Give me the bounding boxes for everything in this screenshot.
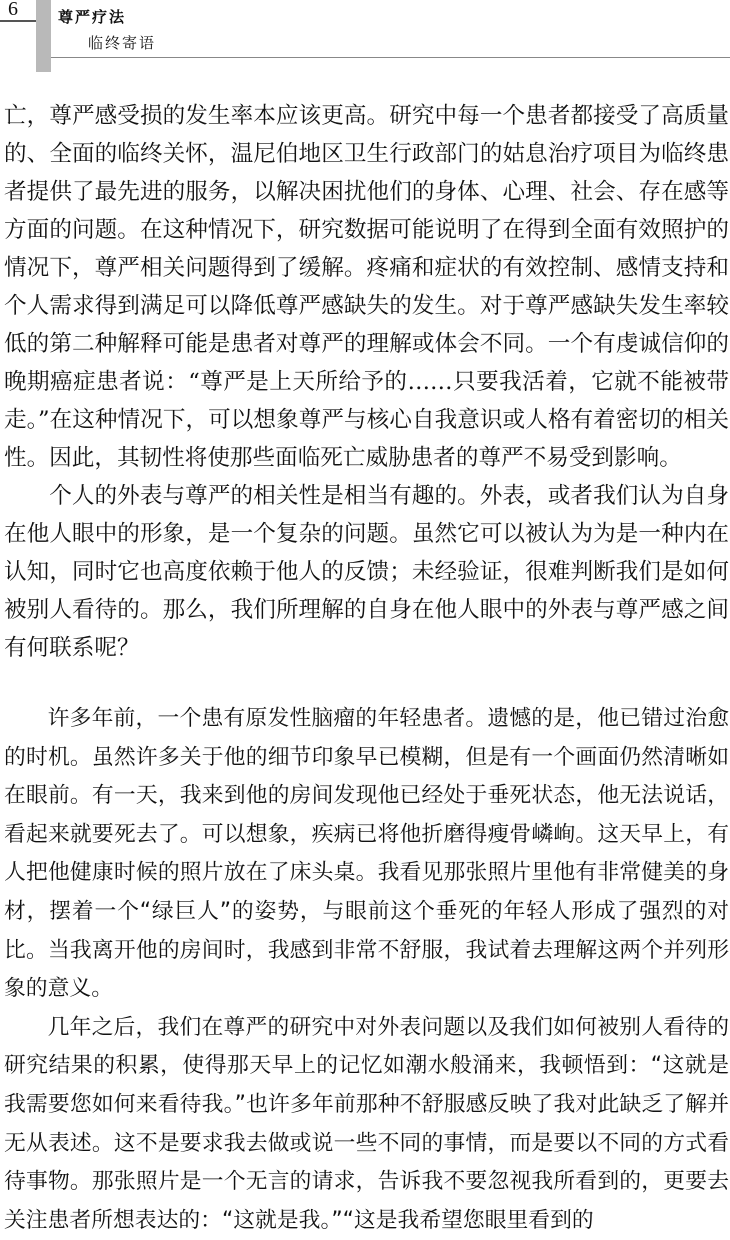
page-number: 6 bbox=[8, 0, 18, 20]
running-header-subtitle: 临终寄语 bbox=[88, 34, 157, 52]
header-divider bbox=[51, 57, 730, 58]
header-left-rule bbox=[0, 20, 36, 22]
running-header-title: 尊严疗法 bbox=[58, 8, 127, 26]
paragraph-appearance: 个人的外表与尊严的相关性是相当有趣的。外表，或者我们认为自身在他人眼中的形象，是一个复杂的问题。虽然它可以被认为为是一种内在认知，同时它也高度依赖于他人的反馈；未经验证，很难判断我们是如何被别人看待的。那么，我们所理解的自身在他人眼中的外表与尊严感之间有何联系呢？ bbox=[4, 483, 729, 661]
anecdote-section bbox=[4, 700, 729, 1240]
paragraph-continued: 亡，尊严感受损的发生率本应该更高。研究中每一个患者都接受了高质量的、全面的临终关怀，温尼伯地区卫生行政部门的姑息治疗项目为临终患者提供了最先进的服务，以解决困扰他们的身体、心理、社会、存在感等方面的问题。在这种情况下，研究数据可能说明了在得到全面有效照护的情况下，尊严相关问题得到了缓解。疼痛和症状的有效控制、感情支持和个人需求得到满足可以降低尊严感缺失的发生。对于尊严感缺失发生率较低的第二种解释可能是患者对尊严的理解或体会不同。一个有虔诚信仰的晚期癌症患者说：“尊严是上天所给予的……只要我活着，它就不能被带走。”在这种情况下，可以想象尊严与核心自我意识或人格有着密切的相关性。因此，其韧性将使那些面临死亡威胁患者的尊严不易受到影响。 bbox=[4, 103, 729, 471]
paragraph-anecdote: 许多年前，一个患有原发性脑瘤的年轻患者。遗憾的是，他已错过治愈的时机。虽然许多关于他的细节印象早已模糊，但是有一个画面仍然清晰如在眼前。有一天，我来到他的房间发现他已经处于垂死状态，他无法说话，看起来就要死去了。可以想象，疾病已将他折磨得瘦骨嶙峋。这天早上，有人把他健康时候的照片放在了床头桌。我看见那张照片里他有非常健美的身材，摆着一个“绿巨人”的姿势，与眼前这个垂死的年轻人形成了强烈的对比。当我离开他的房间时，我感到非常不舒服，我试着去理解这两个并列形象的意义。 bbox=[4, 706, 729, 1002]
main-text-section bbox=[4, 97, 729, 667]
paragraph-reflection: 几年之后，我们在尊严的研究中对外表问题以及我们如何被别人看待的研究结果的积累，使得那天早上的记忆如潮水般涌来，我顿悟到：“这就是我需要您如何来看待我。”也许多年前那种不舒服感反映了我对此缺乏了解并无从表述。这不是要求我去做或说一些不同的事情，而是要以不同的方式看待事物。那张照片是一个无言的请求，告诉我不要忽视我所看到的，更要去关注患者所想表达的：“这就是我。”“这是我希望您眼里看到的 bbox=[4, 1014, 729, 1233]
header-bar bbox=[36, 0, 51, 72]
